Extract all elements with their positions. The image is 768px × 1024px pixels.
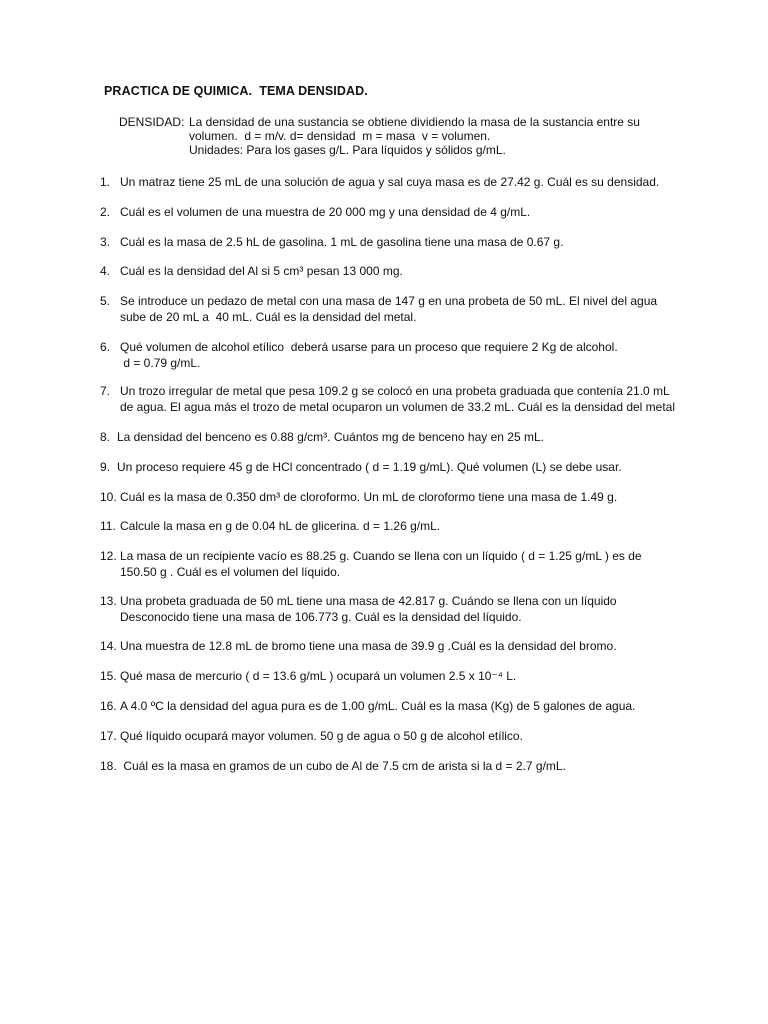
question-3: [100, 234, 710, 250]
question-11: [100, 518, 710, 534]
question-text: Cuál es la masa de 2.5 hL de gasolina. 1 mL de gasolina tiene una masa de 0.67 g.: [120, 235, 564, 249]
question-16: [100, 698, 710, 714]
question-text: Se introduce un pedazo de metal con una masa de 147 g en una probeta de 50 mL. El nivel del agua: [120, 294, 658, 308]
question-7: [100, 383, 710, 415]
question-text: La densidad del benceno es 0.88 g/cm³. Cuántos mg de benceno hay en 25 mL.: [117, 430, 544, 444]
question-number: 13.: [100, 594, 117, 608]
question-15: [100, 668, 710, 684]
question-text: Cuál es la masa en gramos de un cubo de Al de 7.5 cm de arista si la d = 2.7 g/mL.: [120, 759, 566, 773]
question-text: Una probeta graduada de 50 mL tiene una masa de 42.817 g. Cuándo se llena con un líquido: [120, 594, 617, 608]
question-text: Un matraz tiene 25 mL de una solución de agua y sal cuya masa es de 27.42 g. Cuál es su densidad.: [120, 175, 660, 189]
question-number: 2.: [100, 205, 111, 219]
question-number: 1.: [100, 175, 111, 189]
question-number: 12.: [100, 549, 117, 563]
question-number: 16.: [100, 699, 117, 713]
question-12: [100, 548, 710, 580]
definition-row-1: [119, 115, 640, 129]
question-text: Desconocido tiene una masa de 106.773 g. Cuál es la densidad del líquido.: [120, 610, 522, 624]
question-number: 18.: [100, 759, 117, 773]
question-text: 150.50 g . Cuál es el volumen del líquido.: [120, 565, 341, 579]
question-text: Cuál es la masa de 0.350 dm³ de cloroformo. Un mL de cloroformo tiene una masa de 1.49 g.: [120, 490, 618, 504]
question-6: [100, 339, 710, 371]
question-text: Un trozo irregular de metal que pesa 109.2 g se colocó en una probeta graduada que contenía 21.0 mL: [120, 384, 670, 398]
question-text: A 4.0 ºC la densidad del agua pura es de 1.00 g/mL. Cuál es la masa (Kg) de 5 galones de agua.: [120, 699, 636, 713]
question-2: [100, 204, 710, 220]
question-1: [100, 174, 710, 190]
question-10: [100, 489, 710, 505]
question-text: de agua. El agua más el trozo de metal ocuparon un volumen de 33.2 mL. Cuál es la densidad del metal: [120, 400, 676, 414]
question-number: 5.: [100, 294, 111, 308]
definition-line: La densidad de una sustancia se obtiene dividiendo la masa de la sustancia entre su: [189, 115, 640, 129]
question-text: Qué líquido ocupará mayor volumen. 50 g de agua o 50 g de alcohol etílico.: [120, 729, 523, 743]
question-9: [100, 459, 710, 475]
question-17: [100, 728, 710, 744]
question-number: 9.: [100, 460, 111, 474]
question-text: Un proceso requiere 45 g de HCl concentrado ( d = 1.19 g/mL). Qué volumen (L) se debe usar.: [117, 460, 622, 474]
question-5: [100, 293, 710, 325]
question-number: 4.: [100, 264, 111, 278]
question-14: [100, 638, 710, 654]
question-number: 17.: [100, 729, 117, 743]
question-number: 3.: [100, 235, 111, 249]
density-definition: [119, 115, 640, 157]
question-text: Calcule la masa en g de 0.04 hL de glicerina. d = 1.26 g/mL.: [120, 519, 441, 533]
definition-line: Unidades: Para los gases g/L. Para líquidos y sólidos g/mL.: [189, 143, 506, 157]
definition-label: DENSIDAD:: [119, 115, 185, 129]
question-text: La masa de un recipiente vacío es 88.25 g. Cuando se llena con un líquido ( d = 1.25 g/mL ) es de: [120, 549, 642, 563]
question-text: Cuál es el volumen de una muestra de 20 000 mg y una densidad de 4 g/mL.: [120, 205, 531, 219]
question-text: Qué masa de mercurio ( d = 13.6 g/mL ) ocupará un volumen 2.5 x 10⁻⁴ L.: [120, 669, 517, 683]
question-number: 11.: [100, 519, 116, 533]
question-4: [100, 263, 710, 279]
question-text: sube de 20 mL a 40 mL. Cuál es la densidad del metal.: [120, 310, 417, 324]
question-text: d = 0.79 g/mL.: [120, 356, 201, 370]
question-text: Qué volumen de alcohol etílico deberá usarse para un proceso que requiere 2 Kg de alcohol.: [120, 340, 618, 354]
question-number: 8.: [100, 430, 111, 444]
question-number: 7.: [100, 384, 111, 398]
question-text: Cuál es la densidad del Al si 5 cm³ pesan 13 000 mg.: [120, 264, 403, 278]
question-13: [100, 593, 710, 625]
question-number: 6.: [100, 340, 111, 354]
question-number: 10.: [100, 490, 117, 504]
question-text: Una muestra de 12.8 mL de bromo tiene una masa de 39.9 g .Cuál es la densidad del bromo.: [120, 639, 617, 653]
page-title: PRACTICA DE QUIMICA. TEMA DENSIDAD.: [104, 84, 368, 98]
question-18: [100, 758, 710, 774]
definition-line: volumen. d = m/v. d= densidad m = masa v = volumen.: [189, 129, 491, 143]
question-8: [100, 429, 710, 445]
question-number: 14.: [100, 639, 117, 653]
question-number: 15.: [100, 669, 117, 683]
